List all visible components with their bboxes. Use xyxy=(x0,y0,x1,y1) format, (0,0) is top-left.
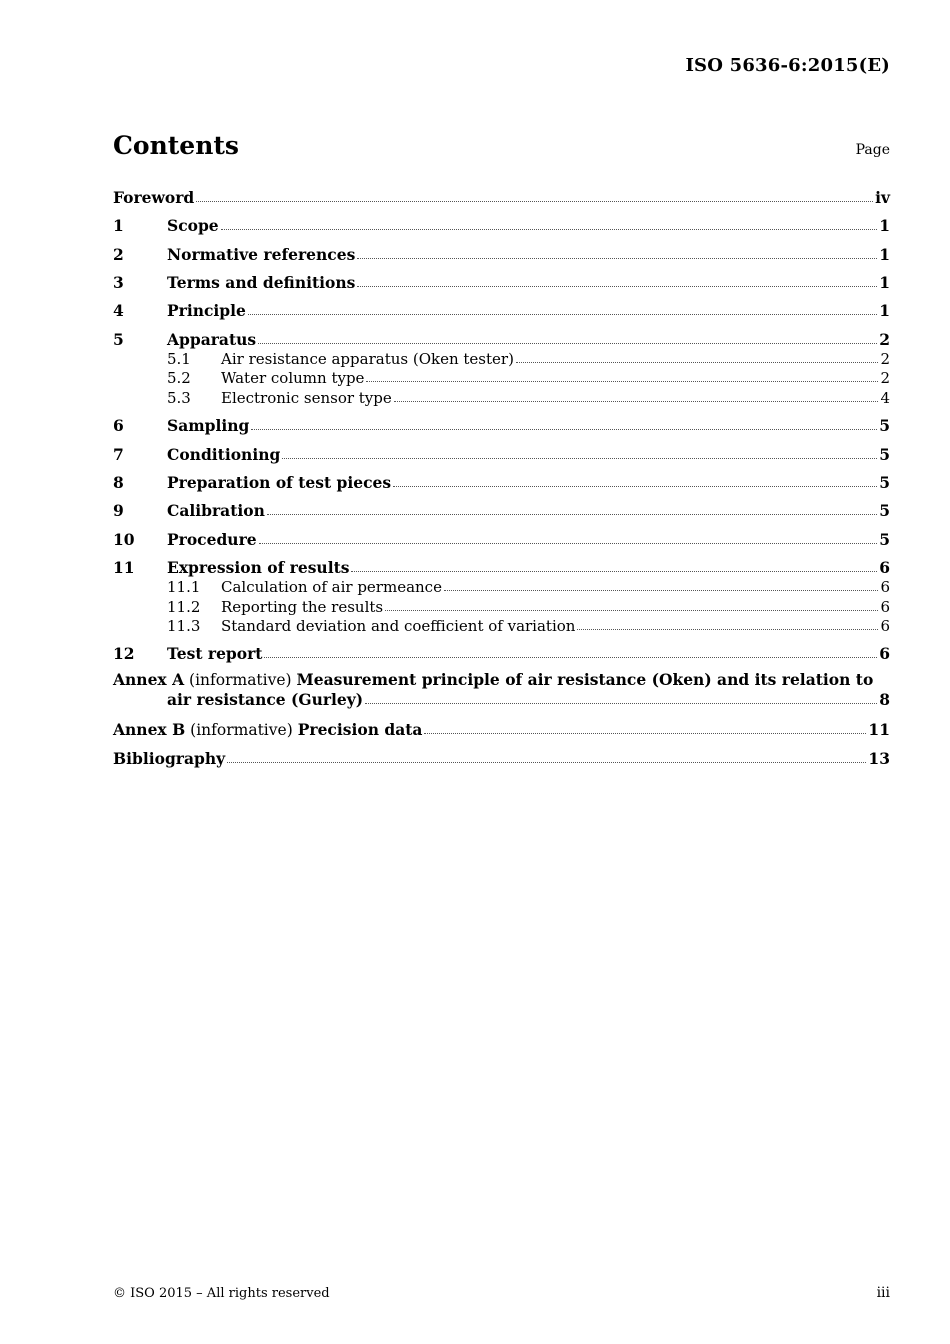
toc-entry-title: Expression of results xyxy=(167,558,350,577)
toc-entry-title: Conditioning xyxy=(167,445,281,464)
toc-entry[interactable] xyxy=(113,498,890,520)
toc-entry-number: 5.2 xyxy=(167,369,191,387)
annex-b-type: (informative) xyxy=(190,721,293,739)
toc-entry-page: 6 xyxy=(879,644,890,663)
annex-a-line1 xyxy=(113,670,890,689)
toc-entry-page: 6 xyxy=(879,558,890,577)
copyright-notice: © ISO 2015 – All rights reserved xyxy=(113,1286,330,1301)
toc-entry-bibliography[interactable] xyxy=(113,746,890,768)
toc-entry[interactable] xyxy=(113,298,890,320)
toc-entry[interactable] xyxy=(113,613,890,635)
bibliography-title: Bibliography xyxy=(113,749,226,768)
toc-entry-number: 9 xyxy=(113,501,124,520)
dot-leader xyxy=(258,342,877,344)
toc-entry-title: Calculation of air permeance xyxy=(221,578,442,596)
toc-entry-number: 10 xyxy=(113,530,135,549)
toc-entry-number: 11 xyxy=(113,558,135,577)
toc-entry-title: Calibration xyxy=(167,501,265,520)
toc-entry-number: 4 xyxy=(113,301,124,320)
annex-a-title-line1: Measurement principle of air resistance (Oken) and its relation to xyxy=(296,670,874,689)
toc-entry[interactable] xyxy=(113,242,890,264)
toc-entry[interactable] xyxy=(113,470,890,492)
toc-entry-page: 1 xyxy=(879,273,890,292)
toc-entry[interactable] xyxy=(113,213,890,235)
dot-leader xyxy=(444,589,878,591)
toc-entry[interactable] xyxy=(113,574,890,596)
dot-leader xyxy=(267,513,877,515)
toc-entry-number: 1 xyxy=(113,216,124,235)
toc-entry-title: Procedure xyxy=(167,530,257,549)
toc-entry-title: Foreword xyxy=(113,188,195,207)
toc-entry-page: 5 xyxy=(879,530,890,549)
dot-leader xyxy=(424,732,866,734)
toc-entry-annex-a[interactable] xyxy=(113,670,890,709)
toc-entry-number: 11.1 xyxy=(167,578,201,596)
toc-entry-title: Terms and definitions xyxy=(167,273,356,292)
page-number: iii xyxy=(876,1285,890,1301)
dot-leader xyxy=(221,228,878,230)
toc-entry-title: Sampling xyxy=(167,416,250,435)
dot-leader xyxy=(282,457,877,459)
dot-leader xyxy=(393,485,877,487)
toc-entry-number: 8 xyxy=(113,473,124,492)
toc-entry-title: Preparation of test pieces xyxy=(167,473,392,492)
dot-leader xyxy=(264,656,877,658)
toc-entry-number: 2 xyxy=(113,245,124,264)
toc-entry-page: 5 xyxy=(879,445,890,464)
toc-entry-page: 1 xyxy=(879,245,890,264)
toc-entry-title: Scope xyxy=(167,216,219,235)
annex-b-page: 11 xyxy=(868,720,890,739)
toc-entry-page: 5 xyxy=(879,473,890,492)
toc-entry-page: iv xyxy=(875,188,890,207)
contents-heading: Contents xyxy=(113,131,240,160)
annex-a-line2 xyxy=(167,690,890,709)
dot-leader xyxy=(227,761,866,763)
annex-a-label: Annex A xyxy=(113,670,185,689)
dot-leader xyxy=(365,702,877,704)
annex-b-label: Annex B xyxy=(113,720,186,739)
dot-leader xyxy=(196,200,873,202)
toc-entry-page: 5 xyxy=(879,416,890,435)
toc-entry-page: 6 xyxy=(880,598,890,616)
document-id: ISO 5636-6:2015(E) xyxy=(685,55,890,76)
toc-entry[interactable] xyxy=(113,365,890,387)
toc-entry[interactable] xyxy=(113,270,890,292)
toc-entry-number: 5.1 xyxy=(167,350,191,368)
toc-entry-title: Principle xyxy=(167,301,246,320)
toc-entry-page: 2 xyxy=(879,330,890,349)
toc-entry[interactable] xyxy=(113,385,890,407)
toc-entry-title: Air resistance apparatus (Oken tester) xyxy=(221,350,514,368)
toc-entry-number: 6 xyxy=(113,416,124,435)
toc-entry-number: 11.3 xyxy=(167,617,201,635)
annex-b-title: Precision data xyxy=(297,720,423,739)
toc-entry-number: 12 xyxy=(113,644,135,663)
toc-entry-number: 5 xyxy=(113,330,124,349)
toc-entry[interactable] xyxy=(113,527,890,549)
dot-leader xyxy=(394,400,879,402)
dot-leader xyxy=(357,257,877,259)
toc-entry-title: Apparatus xyxy=(167,330,257,349)
toc-entry-page: 4 xyxy=(880,389,890,407)
page-column-label: Page xyxy=(855,142,890,158)
toc-entry-page: 5 xyxy=(879,501,890,520)
toc-entry-page: 2 xyxy=(880,369,890,387)
toc-entry-title: Water column type xyxy=(221,369,365,387)
dot-leader xyxy=(251,428,877,430)
toc-entry-page: 1 xyxy=(879,216,890,235)
toc-entry-page: 6 xyxy=(880,617,890,635)
bibliography-page: 13 xyxy=(868,749,890,768)
annex-a-type: (informative) xyxy=(189,671,292,689)
toc-entry-number: 7 xyxy=(113,445,124,464)
annex-a-title-line2: air resistance (Gurley) xyxy=(167,690,364,709)
toc-entry-number: 3 xyxy=(113,273,124,292)
dot-leader xyxy=(366,380,878,382)
dot-leader xyxy=(259,542,878,544)
dot-leader xyxy=(516,361,879,363)
toc-entry-title: Electronic sensor type xyxy=(221,389,392,407)
dot-leader xyxy=(577,628,878,630)
toc-entry-title: Standard deviation and coefficient of variation xyxy=(221,617,576,635)
dot-leader xyxy=(248,313,877,315)
toc-entry-page: 1 xyxy=(879,301,890,320)
toc-entry-title: Reporting the results xyxy=(221,598,384,616)
dot-leader xyxy=(357,285,877,287)
toc-entry-number: 5.3 xyxy=(167,389,191,407)
annex-a-page: 8 xyxy=(879,690,890,709)
toc-entry-annex-b[interactable] xyxy=(113,717,890,739)
toc-entry[interactable] xyxy=(113,185,890,207)
toc-entry[interactable] xyxy=(113,413,890,435)
toc-entry-title: Normative references xyxy=(167,245,356,264)
toc-entry-page: 2 xyxy=(880,350,890,368)
toc-entry-number: 11.2 xyxy=(167,598,201,616)
toc-entry-title: Test report xyxy=(167,644,263,663)
toc-entry[interactable] xyxy=(113,442,890,464)
toc-entry[interactable] xyxy=(113,641,890,663)
toc-entry-page: 6 xyxy=(880,578,890,596)
dot-leader xyxy=(385,609,878,611)
dot-leader xyxy=(351,570,877,572)
